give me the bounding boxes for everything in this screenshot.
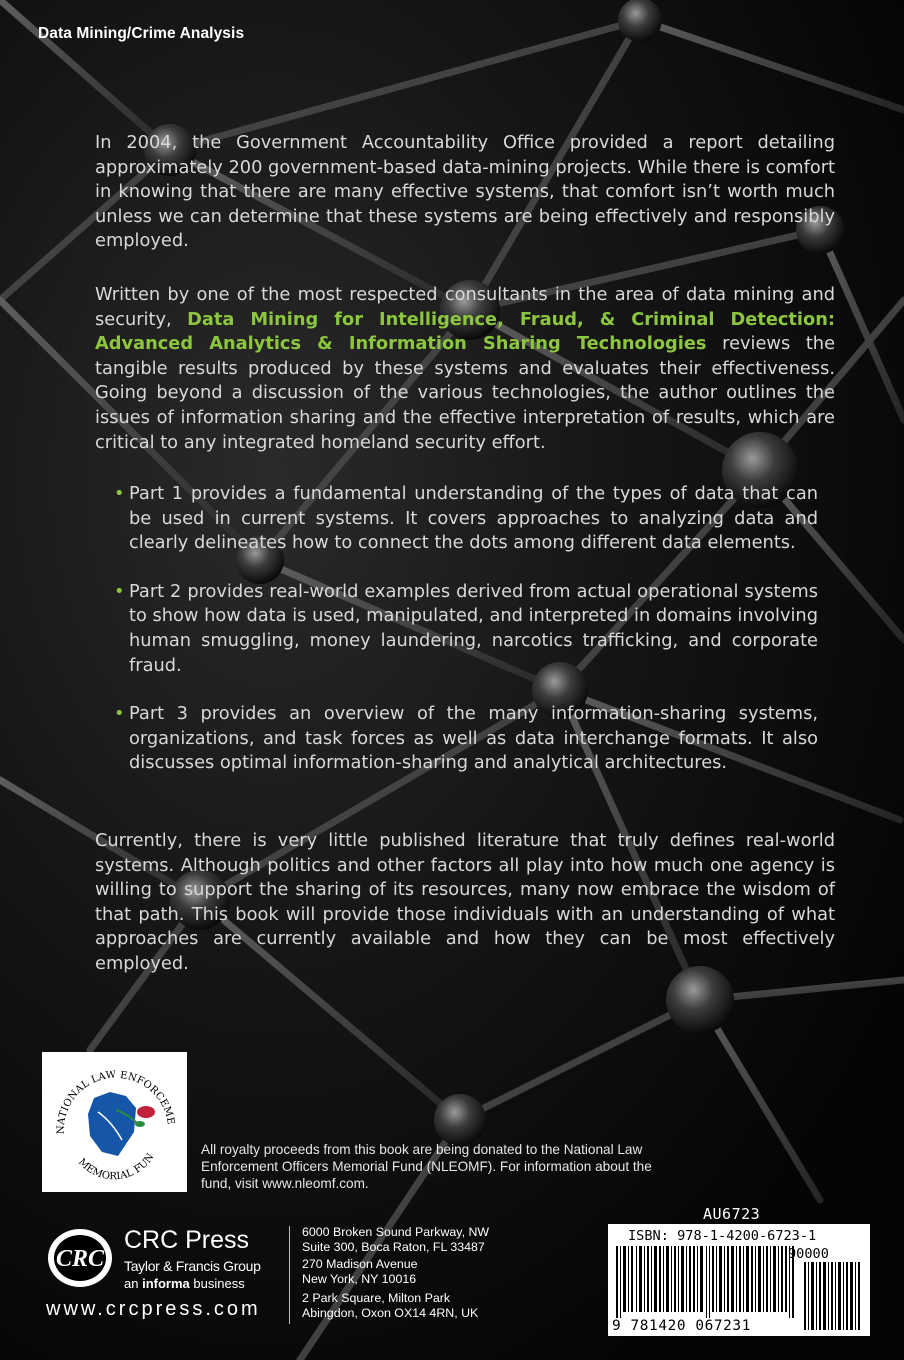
svg-text:NATIONAL LAW ENFORCEMENT OFFIC: NATIONAL LAW ENFORCEME — [55, 1069, 176, 1135]
paragraph-closing: Currently, there is very little published literature that truly defines real-world systems. Although politics and other factors all play into how much one agency is willing to support the sharing of its resources, many now embrace the wisdom of that path. This book will provide those individuals with an understanding of what approaches are currently available and how they can be most effectively employed. — [95, 830, 835, 974]
informa-suffix: business — [193, 1276, 245, 1291]
address-3-line-1: 2 Park Square, Milton Park — [302, 1291, 451, 1305]
product-code: AU6723 — [703, 1205, 761, 1223]
publisher-name: CRC Press — [124, 1226, 250, 1254]
ean-digits: 9 781420 067231 — [612, 1318, 751, 1334]
category-label: Data Mining/Crime Analysis — [38, 25, 245, 42]
isbn-text: ISBN: 978-1-4200-6723-1 — [628, 1228, 817, 1244]
address-2 — [302, 1257, 418, 1286]
description-rest: reviews the tangible results produced by these systems and evaluates their effectiveness. Going beyond a discussion of the various technologies, the author outlines the issues of information sharing and the effective interpretation of results, which are critical to any integrated homeland security effort. — [95, 333, 836, 453]
address-2-line-1: 270 Madison Avenue — [302, 1257, 418, 1271]
list-item — [112, 702, 818, 776]
publisher-group: Taylor & Francis Group — [124, 1258, 261, 1274]
divider — [289, 1226, 290, 1324]
description-lead: Written by one of the most respected consultants in the area of data mining and security, — [95, 284, 835, 330]
address-1 — [302, 1225, 489, 1254]
part-3-text: Part 3 provides an overview of the many information-sharing systems, organizations, and task forces as well as data interchange formats. It also discusses optimal information-sharing and analytical architectures. — [129, 703, 818, 774]
part-2-text: Part 2 provides real-world examples derived from actual operational systems to show how data is used, manipulated, and interpreted in domains involving human smuggling, money laundering, narcotics trafficking, and corporate fraud. — [129, 580, 818, 676]
part-1-text: Part 1 provides a fundamental understanding of the types of data that can be used in current systems. It covers approaches to analyzing data and clearly delineates how to connect the dots among different data elements. — [129, 483, 818, 554]
address-1-line-2: Suite 300, Boca Raton, FL 33487 — [302, 1239, 485, 1254]
parts-list — [112, 482, 818, 800]
bullet-icon: • — [114, 580, 125, 602]
book-title-highlight: Data Mining for Intelligence, Fraud, & Criminal Detection: Advanced Analytics & Information Sharing Technologies — [95, 308, 836, 355]
informa-brand: informa — [142, 1276, 190, 1291]
informa-prefix: an — [124, 1276, 139, 1291]
address-1-line-1: 6000 Broken Sound Parkway, NW — [302, 1225, 490, 1239]
address-2-line-2: New York, NY 10016 — [302, 1271, 417, 1286]
bullet-icon: • — [114, 703, 125, 725]
crc-logo-icon — [44, 1224, 116, 1294]
nleomf-badge — [42, 1052, 187, 1192]
paragraph-intro: In 2004, the Government Accountability Office provided a report detailing approximately 200 government-based data-mining projects. While there is comfort in knowing that there are many effective systems, that comfort isn’t worth much unless we can determine that these systems are being effectively and responsibly employed. — [95, 132, 835, 252]
svg-text:CRC: CRC — [55, 1246, 105, 1272]
publisher-informa — [124, 1276, 245, 1291]
list-item — [112, 482, 818, 556]
publisher-website: www.crcpress.com — [46, 1298, 261, 1320]
address-3-line-2: Abingdon, Oxon OX14 4RN, UK — [302, 1305, 479, 1320]
nleomf-logo — [42, 1052, 187, 1192]
barcode-addon: 90000 — [788, 1246, 829, 1262]
bullet-icon: • — [114, 483, 125, 504]
list-item — [112, 580, 818, 678]
paragraph-description — [95, 283, 835, 455]
royalty-note: All royalty proceeds from this book are being donated to the National Law Enforcement Officers Memorial Fund (NLEOMF). For information about the fund, visit www.nleomf.com. — [201, 1142, 652, 1191]
svg-text:MEMORIAL FUND: MEMORIAL FUN — [75, 1151, 157, 1183]
address-3 — [302, 1291, 478, 1320]
